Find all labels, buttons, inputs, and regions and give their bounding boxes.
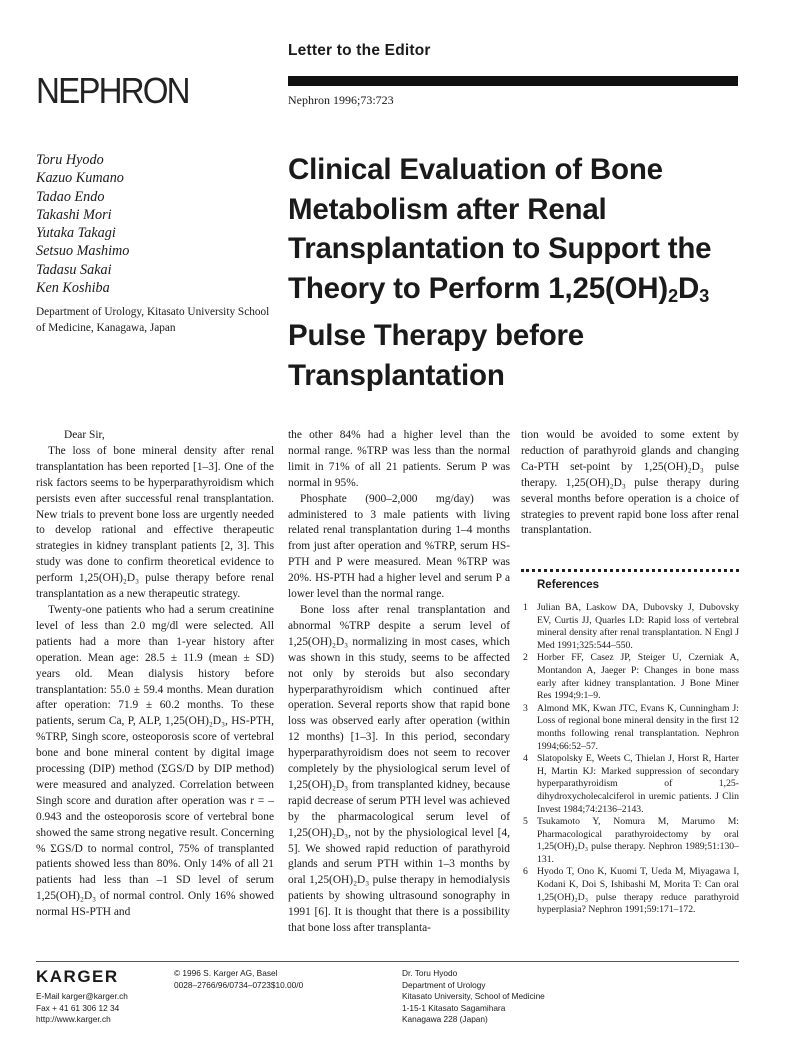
body-paragraph: tion would be avoided to some extent by reduction of parathyroid glands and changing Ca-PTH set-point by 1,25(OH)₂D₃ pulse therapy. 1,25(OH)₂D₃ pulse therapy during several months before operation is a choice of strategies to prevent rapid bone loss after renal transplantation. xyxy=(521,429,739,537)
publisher-contact xyxy=(36,991,128,1026)
header-rule xyxy=(288,76,738,86)
address-line: Kanagawa 228 (Japan) xyxy=(402,1014,488,1024)
publisher-email: E-Mail karger@karger.ch xyxy=(36,991,128,1001)
reference-item xyxy=(521,816,739,866)
reference-text: Hyodo T, Ono K, Kuomi T, Ueda M, Miyagawa I, Kodani K, Doi S, Ishibashi M, Morita T: Can oral 1,25(OH)₂D₃ pulse therapy reduce parathyroid hyperplasia? Nephron 1991;59:171–172. xyxy=(537,866,739,916)
body-column-3 xyxy=(521,428,739,539)
author-name: Yutaka Takagi xyxy=(36,225,116,242)
reference-text: Tsukamoto Y, Nomura M, Marumo M: Pharmacological parathyroidectomy by oral 1,25(OH)₂D₃ pulse therapy. Nephron 1989;51:130–131. xyxy=(537,816,739,865)
author-name: Setsuo Mashimo xyxy=(36,243,130,260)
reference-text: Slatopolsky E, Weets C, Thielan J, Horst R, Harter H, Martin KJ: Marked suppression of secondary hyperparathyroidism of 1,25-dihydroxycholecalciferol in uremic patients. J Clin Invest 1984;74:2136–2143. xyxy=(537,753,739,815)
reference-list xyxy=(521,602,739,917)
corresponding-author: Dr. Toru Hyodo xyxy=(402,968,458,978)
address-line: Department of Urology xyxy=(402,979,486,990)
body-column-1 xyxy=(36,428,274,921)
body-paragraph: Bone loss after renal transplantation and abnormal %TRP despite a serum level of 1,25(OH)₂D₃ normalizing in most cases, which was shown in this study, seems to be affected not only by steroids but also secondary hyperparathyroidism which continued after operation. Several reports show that rapid bone loss was observed early after operation (within 12 months) [1–3]. In this period, secondary hyperparathyroidism does not seem to recover completely by the physiological serum level of 1,25(OH)₂D₃ from transplanted kidney, because rapid decrease of serum PTH level was achieved by the pharmacological serum level of 1,25(OH)₂D₃, not by the physiological level [4, 5]. We showed rapid reduction of parathyroid glands and serum PTH within 1–3 months by oral 1,25(OH)₂D₃ pulse therapy in hemodialysis patients by showing ultrasound sonography in 1991 [6]. It is thought that there is a possibility that bone loss after transplanta- xyxy=(288,603,510,935)
copyright-block xyxy=(174,968,303,991)
author-name: Takashi Mori xyxy=(36,206,112,223)
journal-citation: Nephron 1996;73:723 xyxy=(288,93,394,107)
reference-number: 5 xyxy=(523,816,528,828)
reference-text: Almond MK, Kwan JTC, Evans K, Cunningham J: Loss of regional bone mineral density in the first 12 months following renal transplantation. Nephron 1994;66:52–57. xyxy=(537,702,739,752)
publisher-website: http://www.karger.ch xyxy=(36,1014,111,1024)
title-text: D xyxy=(677,272,700,306)
publisher-logo: KARGER xyxy=(36,967,119,986)
journal-logo: NEPHRON xyxy=(36,70,189,111)
title-text: Clinical Evaluation of Bone Metabolism after Renal Transplantation to Support the Theory to Perform 1,25(OH) xyxy=(288,153,712,306)
reference-number: 1 xyxy=(523,602,528,613)
body-paragraph: the other 84% had a higher level than the normal range. %TRP was less than the normal limit in 71% of all 21 patients. Serum P was normal in 95%. xyxy=(288,429,510,489)
issn-code: 0028–2766/96/0734–0723$10.00/0 xyxy=(174,979,304,990)
footer-rule xyxy=(36,961,739,962)
reference-text: Horber FF, Casez JP, Steiger U, Czerniak A, Montandon A, Jaeger P: Changes in bone mass early after kidney transplantation. J Bone Miner Res 1994;9:1–9. xyxy=(537,652,739,702)
reference-number: 6 xyxy=(523,866,528,878)
title-subscript: 2 xyxy=(668,285,678,307)
body-column-2 xyxy=(288,428,510,937)
reference-item xyxy=(521,703,739,753)
salutation: Dear Sir, xyxy=(64,429,105,441)
article-title xyxy=(288,150,758,395)
author-name: Tadao Endo xyxy=(36,188,105,205)
references-heading: References xyxy=(537,579,600,591)
reference-text: Julian BA, Laskow DA, Dubovsky J, Dubovsky EV, Curtis JJ, Quarles LD: Rapid loss of vertebral mineral density after renal transplantation. N Engl J Med 1991;325:544–550. xyxy=(537,602,739,651)
reference-item xyxy=(521,866,739,916)
author-name: Tadasu Sakai xyxy=(36,261,112,278)
reference-number: 2 xyxy=(523,652,528,664)
author-name: Kazuo Kumano xyxy=(36,170,124,187)
reference-item xyxy=(521,753,739,816)
reference-number: 3 xyxy=(523,702,528,714)
author-affiliation: Department of Urology, Kitasato University School of Medicine, Kanagawa, Japan xyxy=(36,306,270,334)
reference-item xyxy=(521,602,739,652)
publisher-fax: Fax + 41 61 306 12 34 xyxy=(36,1002,120,1013)
reference-item xyxy=(521,652,739,702)
title-subscript: 3 xyxy=(699,285,710,307)
reference-number: 4 xyxy=(523,753,528,765)
correspondence-address xyxy=(402,968,545,1026)
copyright-notice: © 1996 S. Karger AG, Basel xyxy=(174,968,278,978)
author-name: Ken Koshiba xyxy=(36,280,110,297)
author-name: Toru Hyodo xyxy=(36,152,104,168)
body-paragraph: Phosphate (900–2,000 mg/day) was administered to 3 male patients with living related renal transplantation during 1–4 months from just after operation and %TRP, serum HS-PTH and P were measured. Mean %TRP was 20%. HS-PTH had a higher level and serum P a lower level than the normal range. xyxy=(288,492,510,601)
body-paragraph: The loss of bone mineral density after renal transplantation has been reported [1–3]. One of the risk factors seems to be hyperparathyroidism which persists even after successful renal transplantation. New trials to prevent bone loss are urgently needed to develop rational and effective therapeutic strategies in kidney transplant patients [2, 3]. This study was done to confirm theoretical evidence to perform 1,25(OH)₂D₃ pulse therapy before renal transplantation as a new therapeutic strategy. xyxy=(36,444,274,601)
title-text: Pulse Therapy before Transplantation xyxy=(288,318,585,392)
body-paragraph: Twenty-one patients who had a serum creatinine level of less than 2.0 mg/dl were selected. All patients had a more than 1-year history after operation. Mean age: 28.5 ± 11.9 (mean ± SD) years old. Mean dialysis history before transplantation: 55.0 ± 59.4 months. Mean duration after operation: 71.9 ± 60.2 months. To these patients, serum Ca, P, ALP, 1,25(OH)₂D₃, HS-PTH, %TRP, Singh score, osteoporosis score of vertebral bone and bone mineral content by digital image processing (DIP) method (ΣGS/D by DIP method) were measured and analyzed. Correlation between Singh score and duration after operation was r = –0.943 and the osteoporosis score of vertebral bone showed the same strong negative result. Concerning % ΣGS/D to normal control, 75% of transplanted patients showed less than 80%. Only 14% of all 21 patients had less than –1 SD level of serum 1,25(OH)₂D₃ of normal control. Only 16% showed normal HS-PTH and xyxy=(36,603,274,919)
address-line: Kitasato University, School of Medicine xyxy=(402,991,545,1001)
author-list xyxy=(36,151,129,297)
references-divider xyxy=(521,569,739,572)
address-line: 1-15-1 Kitasato Sagamihara xyxy=(402,1002,506,1013)
section-label: Letter to the Editor xyxy=(288,42,431,59)
